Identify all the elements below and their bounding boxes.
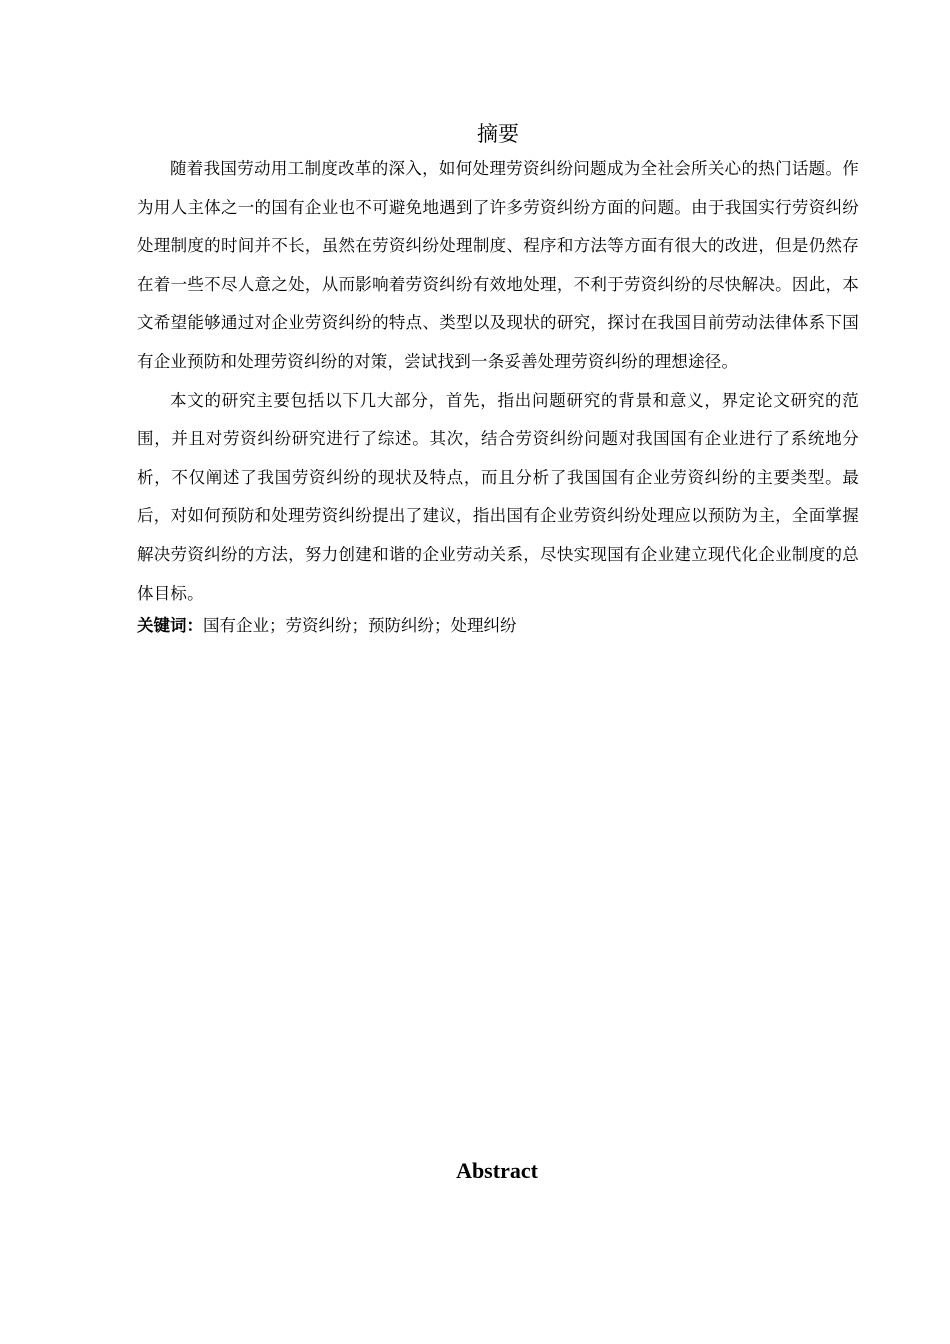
chinese-abstract-title: 摘要 xyxy=(477,122,519,146)
keywords-line xyxy=(137,611,859,641)
abstract-paragraph-1: 随着我国劳动用工制度改革的深入，如何处理劳资纠纷问题成为全社会所关心的热门话题。作为用人主体之一的国有企业也不可避免地遇到了许多劳资纠纷方面的问题。由于我国实行劳资纠纷处理制度的时间并不长，虽然在劳资纠纷处理制度、程序和方法等方面有很大的改进，但是仍然存在着一些不尽人意之处，从而影响着劳资纠纷有效地处理，不利于劳资纠纷的尽快解决。因此，本文希望能够通过对企业劳资纠纷的特点、类型以及现状的研究，探讨在我国目前劳动法律体系下国有企业预防和处理劳资纠纷的对策，尝试找到一条妥善处理劳资纠纷的理想途径。 xyxy=(137,159,859,371)
keywords-label: 关键词： xyxy=(137,616,203,636)
keywords-list: 国有企业；劳资纠纷；预防纠纷；处理纠纷 xyxy=(203,616,517,636)
abstract-paragraph-2: 本文的研究主要包括以下几大部分，首先，指出问题研究的背景和意义，界定论文研究的范围，并且对劳资纠纷研究进行了综述。其次，结合劳资纠纷问题对我国国有企业进行了系统地分析，不仅阐述了我国劳资纠纷的现状及特点，而且分析了我国国有企业劳资纠纷的主要类型。最后，对如何预防和处理劳资纠纷提出了建议，指出国有企业劳资纠纷处理应以预防为主，全面掌握解决劳资纠纷的方法，努力创建和谐的企业劳动关系，尽快实现国有企业建立现代化企业制度的总体目标。 xyxy=(137,390,859,603)
english-abstract-title: Abstract xyxy=(456,1158,538,1183)
chinese-abstract-section xyxy=(137,118,859,641)
